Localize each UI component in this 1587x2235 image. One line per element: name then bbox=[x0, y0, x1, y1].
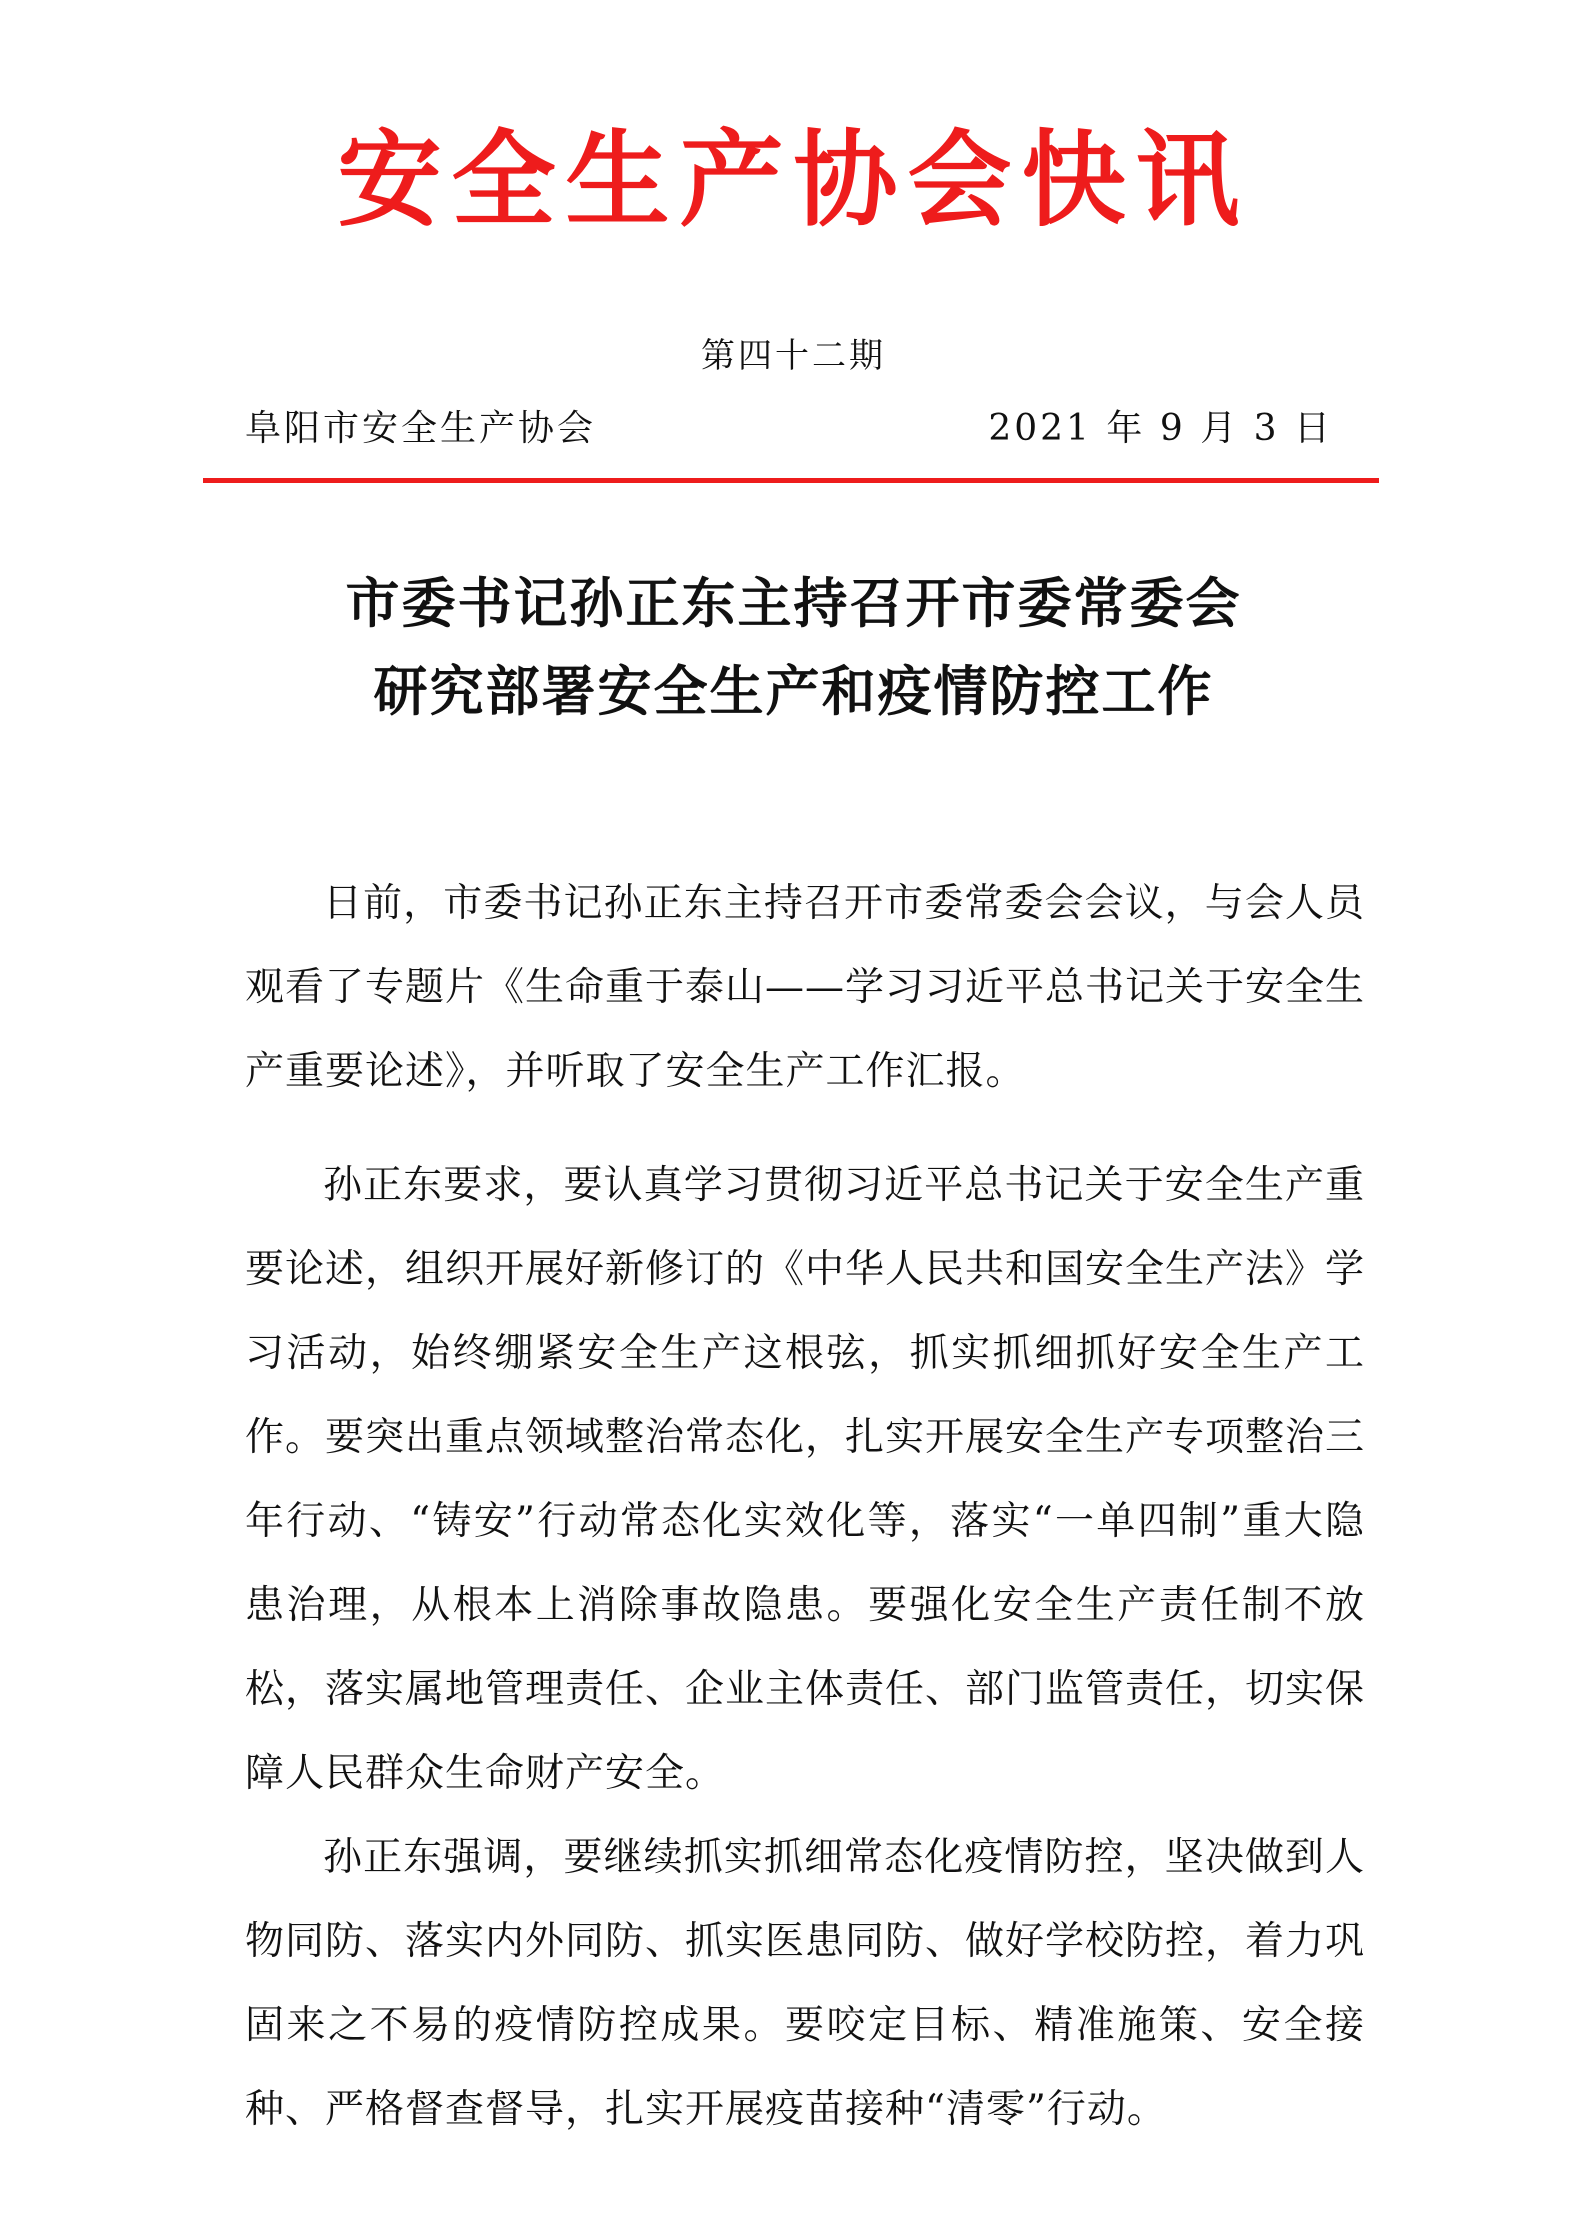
bulletin-masthead: 安全生产协会快讯 bbox=[337, 119, 1250, 241]
article-body bbox=[245, 862, 1365, 2152]
paragraph: 孙正东强调，要继续抓实抓细常态化疫情防控，坚决做到人物同防、落实内外同防、抓实医患同防、做好学校防控，着力巩固来之不易的疫情防控成果。要咬定目标、精准施策、安全接种、严格督查督导，扎实开展疫苗接种“清零”行动。 bbox=[245, 1835, 1366, 2132]
article-title-line-2: 研究部署安全生产和疫情防控工作 bbox=[373, 660, 1214, 723]
publication-info bbox=[245, 400, 1333, 451]
publication-date: 2021 年 9 月 3 日 bbox=[988, 408, 1333, 449]
paragraph: 日前，市委书记孙正东主持召开市委常委会会议，与会人员观看了专题片《生命重于泰山——学习习近平总书记关于安全生产重要论述》，并听取了安全生产工作汇报。 bbox=[245, 881, 1366, 1094]
issue-number: 第四十二期 bbox=[701, 336, 886, 376]
header-divider bbox=[203, 478, 1379, 483]
article-title bbox=[0, 560, 1587, 736]
paragraph: 孙正东要求，要认真学习贯彻习近平总书记关于安全生产重要论述，组织开展好新修订的《中华人民共和国安全生产法》学习活动，始终绷紧安全生产这根弦，抓实抓细抓好安全生产工作。要突出重点领域整治常态化，扎实开展安全生产专项整治三年行动、“铸安”行动常态化实效化等，落实“一单四制”重大隐患治理，从根本上消除事故隐患。要强化安全生产责任制不放松，落实属地管理责任、企业主体责任、部门监管责任，切实保障人民群众生命财产安全。 bbox=[245, 1163, 1366, 1796]
article-title-line-1: 市委书记孙正东主持召开市委常委会 bbox=[345, 572, 1242, 635]
publisher-name: 阜阳市安全生产协会 bbox=[245, 408, 597, 449]
